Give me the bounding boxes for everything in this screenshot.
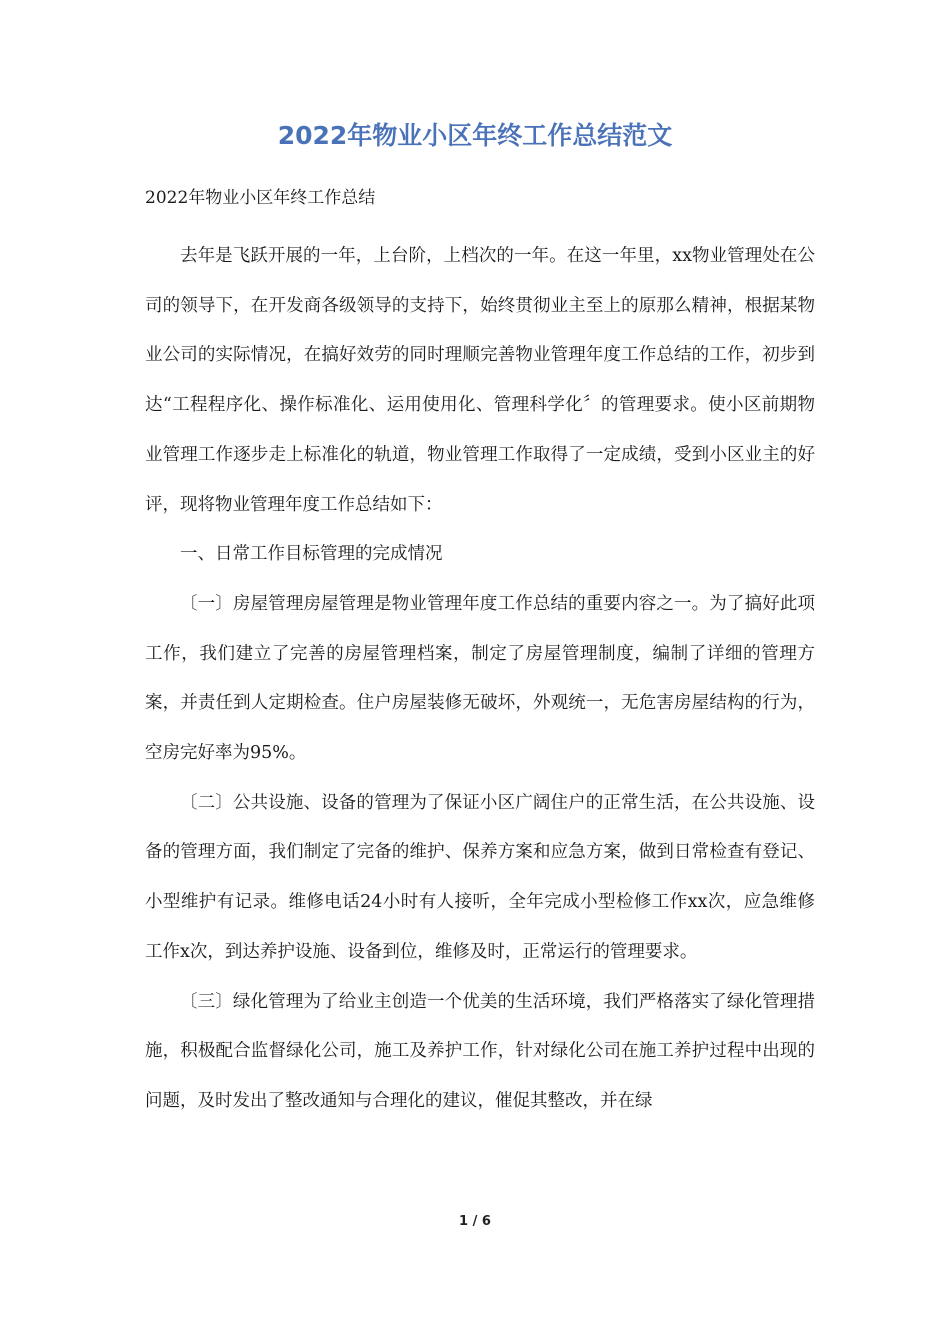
document-title: 2022年物业小区年终工作总结范文 (277, 121, 673, 150)
page-number: 1 / 6 (459, 1214, 491, 1229)
section-heading: 一、日常工作目标管理的完成情况 (180, 544, 443, 565)
paragraph-housing: 〔一〕房屋管理房屋管理是物业管理年度工作总结的重要内容之一。为了搞好此项工作，我们建立了完善的房屋管理档案，制定了房屋管理制度，编制了详细的管理方案，并责任到人定期检查。住户房屋装修无破坏，外观统一，无危害房屋结构的行为，空房完好率为95%。 (145, 593, 815, 764)
document-subtitle: 2022年物业小区年终工作总结 (145, 188, 376, 208)
paragraph-greening: 〔三〕绿化管理为了给业主创造一个优美的生活环境，我们严格落实了绿化管理措施，积极配合监督绿化公司，施工及养护工作，针对绿化公司在施工养护过程中出现的问题，及时发出了整改通知与合理化的建议，催促其整改，并在绿 (145, 991, 815, 1111)
document-body (145, 232, 815, 1127)
paragraph-intro: 去年是飞跃开展的一年，上台阶，上档次的一年。在这一年里，xx物业管理处在公司的领导下，在开发商各级领导的支持下，始终贯彻业主至上的原那么精神，根据某物业公司的实际情况，在搞好效劳的同时理顺完善物业管理年度工作总结的工作，初步到达“工程程序化、操作标准化、运用使用化、管理科学化〞的管理要求。使小区前期物业管理工作逐步走上标准化的轨道，物业管理工作取得了一定成绩，受到小区业主的好评，现将物业管理年度工作总结如下： (145, 246, 815, 515)
paragraph-facilities: 〔二〕公共设施、设备的管理为了保证小区广阔住户的正常生活，在公共设施、设备的管理方面，我们制定了完备的维护、保养方案和应急方案，做到日常检查有登记、小型维护有记录。维修电话24小时有人接听，全年完成小型检修工作xx次，应急维修工作x次，到达养护设施、设备到位，维修及时，正常运行的管理要求。 (145, 792, 815, 962)
